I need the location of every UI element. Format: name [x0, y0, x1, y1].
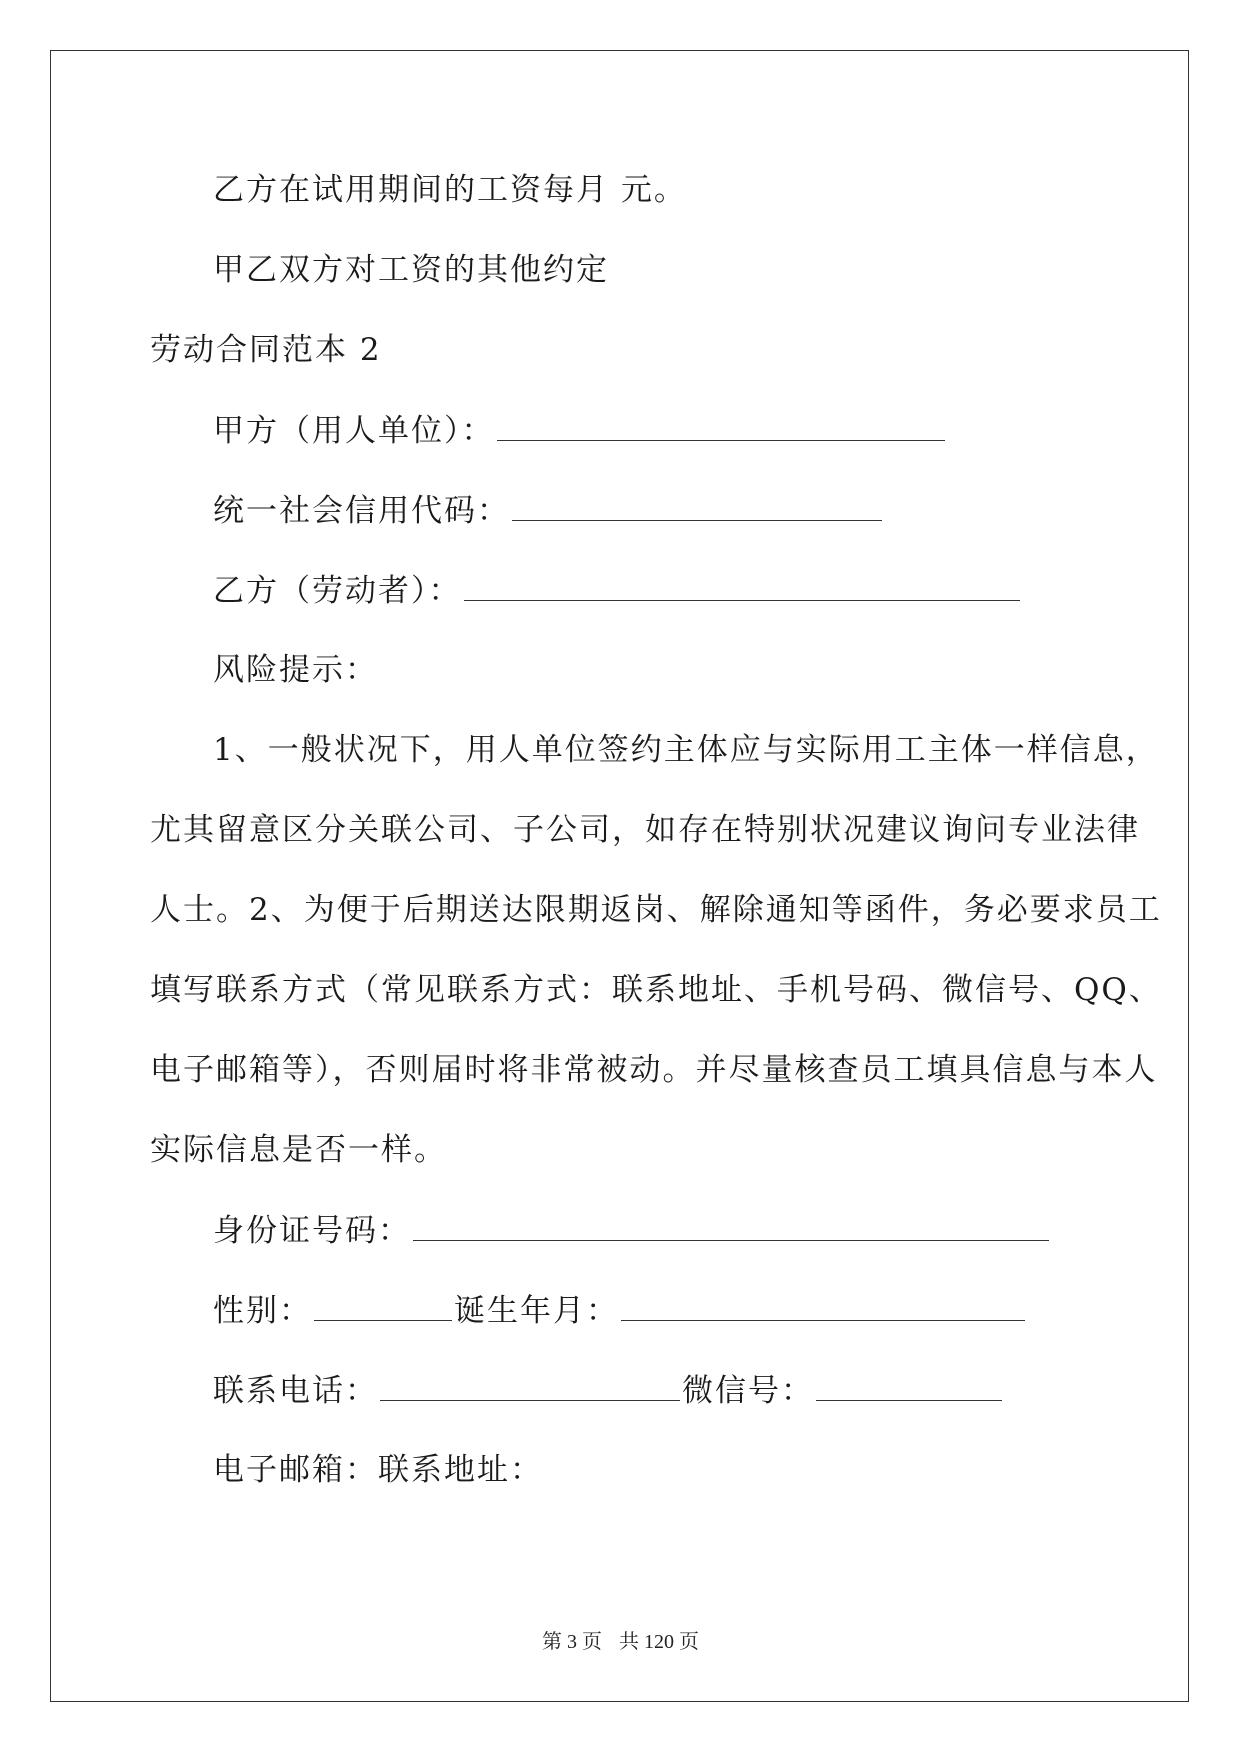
risk-line-1: 1、一般状况下，用人单位签约主体应与实际用工主体一样信息，	[213, 732, 1159, 768]
phone-blank[interactable]	[380, 1370, 680, 1401]
contract-heading: 劳动合同范本 2	[150, 332, 382, 368]
gender-blank[interactable]	[314, 1290, 452, 1321]
page-footer	[0, 1630, 1241, 1654]
gender-label: 性别：	[213, 1293, 312, 1329]
risk-line-2: 尤其留意区分关联公司、子公司，如存在特别状况建议询问专业法律	[150, 812, 1140, 848]
page-total: 共 120 页	[619, 1631, 699, 1653]
birth-blank[interactable]	[621, 1290, 1025, 1321]
id-label: 身份证号码：	[213, 1213, 411, 1249]
party-a-label: 甲方（用人单位）：	[213, 413, 495, 449]
credit-code-label: 统一社会信用代码：	[213, 493, 510, 529]
risk-line-6: 实际信息是否一样。	[150, 1132, 447, 1168]
party-b-label: 乙方（劳动者）：	[213, 573, 462, 609]
phone-label: 联系电话：	[213, 1373, 378, 1409]
trial-wage-line: 乙方在试用期间的工资每月 元。	[213, 172, 687, 208]
birth-label: 诞生年月：	[454, 1293, 619, 1329]
email-address-line: 电子邮箱：联系地址：	[213, 1452, 543, 1488]
risk-label: 风险提示：	[213, 652, 378, 688]
party-b-blank[interactable]	[464, 570, 1020, 601]
party-b-row	[213, 570, 1022, 611]
id-row	[213, 1210, 1051, 1251]
risk-line-5: 电子邮箱等），否则届时将非常被动。并尽量核查员工填具信息与本人	[150, 1052, 1158, 1088]
risk-line-4: 填写联系方式（常见联系方式：联系地址、手机号码、微信号、QQ、	[150, 972, 1162, 1008]
party-a-row	[213, 410, 947, 451]
credit-code-row	[213, 490, 884, 531]
phone-wechat-row	[213, 1370, 1004, 1411]
wechat-label: 微信号：	[682, 1373, 814, 1409]
other-wage-line: 甲乙双方对工资的其他约定	[213, 252, 609, 288]
gender-birth-row	[213, 1290, 1027, 1331]
party-a-blank[interactable]	[497, 410, 945, 441]
credit-code-blank[interactable]	[512, 490, 882, 521]
page-current: 第 3 页	[542, 1631, 602, 1653]
wechat-blank[interactable]	[816, 1370, 1002, 1401]
id-blank[interactable]	[413, 1210, 1049, 1241]
risk-line-3: 人士。2、为便于后期送达限期返岗、解除通知等函件，务必要求员工	[150, 892, 1162, 928]
